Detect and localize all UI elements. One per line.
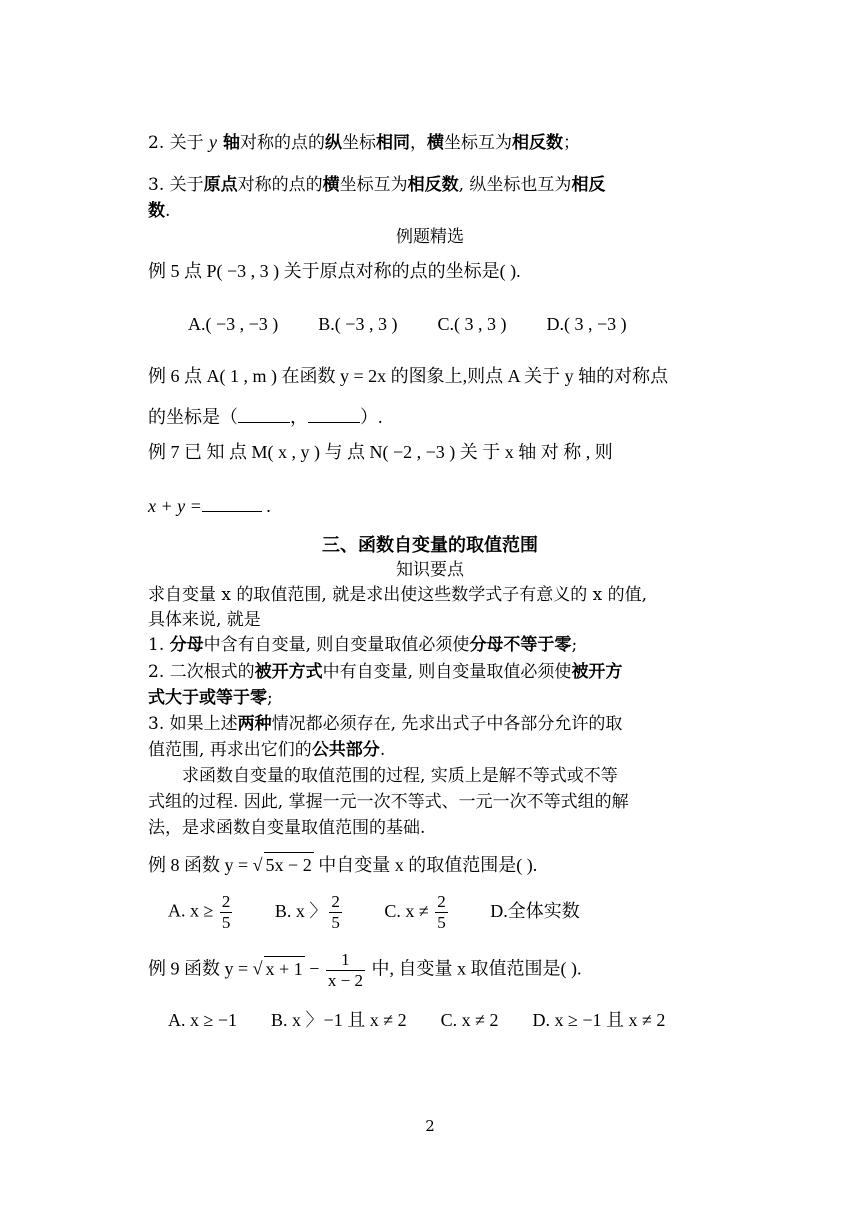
text: 中, 自变量 x 取值范围是( ). bbox=[366, 958, 582, 979]
numerator: 1 bbox=[326, 950, 365, 971]
text: 坐标互为 bbox=[339, 175, 408, 195]
example-7-answer-line bbox=[148, 494, 718, 518]
knowledge-point-1 bbox=[148, 633, 718, 657]
option-d: D.( 3 , −3 ) bbox=[546, 314, 627, 334]
option-b: B. x 〉−1 且 x ≠ 2 bbox=[271, 1010, 407, 1030]
denominator: 5 bbox=[437, 913, 446, 932]
text: 1. bbox=[148, 635, 170, 655]
text: 2. 二次根式的 bbox=[148, 662, 255, 682]
bold-term: 横 bbox=[426, 133, 444, 153]
text: 坐标 bbox=[341, 133, 376, 153]
intro-line-2: 具体来说, 就是 bbox=[148, 610, 261, 630]
answer-blank[interactable] bbox=[202, 495, 262, 512]
text: 情况都必须存在, 先求出式子中各部分允许的取 bbox=[271, 714, 623, 734]
knowledge-heading: 知识要点 bbox=[396, 560, 464, 580]
bold-term: 原点 bbox=[203, 175, 238, 195]
bold-term: 两种 bbox=[237, 714, 272, 734]
option-d: D.全体实数 bbox=[490, 900, 580, 921]
bold-term: 横 bbox=[322, 175, 340, 195]
denominator: 5 bbox=[221, 913, 231, 932]
text: 中含有自变量, 则自变量取值必须使 bbox=[203, 635, 470, 655]
denominator: x − 2 bbox=[327, 971, 363, 990]
fraction bbox=[220, 892, 233, 933]
text: ； bbox=[562, 133, 580, 153]
text: 对称的点的 bbox=[237, 175, 323, 195]
option-d: D. x ≥ −1 且 x ≠ 2 bbox=[532, 1010, 666, 1030]
text: ， bbox=[409, 133, 427, 153]
fraction bbox=[326, 950, 365, 991]
text: ; bbox=[267, 688, 273, 708]
paragraph-line-3: 法，是求函数自变量取值范围的基础. bbox=[148, 818, 426, 838]
section-3-title: 三、函数自变量的取值范围 bbox=[322, 535, 538, 556]
section-heading-examples: 例题精选 bbox=[396, 227, 464, 247]
answer-blank[interactable] bbox=[308, 406, 360, 423]
numerator: 2 bbox=[437, 892, 446, 911]
bold-term: 被开方式 bbox=[254, 662, 323, 682]
example-5-question: 例 5 点 P( −3 , 3 ) 关于原点对称的点的坐标是( ). bbox=[148, 261, 521, 281]
paragraph-line-2: 式组的过程. 因此, 掌握一元一次不等式、一元一次不等式组的解 bbox=[148, 792, 629, 812]
text: 坐标互为 bbox=[443, 133, 512, 153]
option-c: C.( 3 , 3 ) bbox=[437, 314, 507, 334]
bold-term: 被开方 bbox=[571, 662, 623, 682]
paragraph-line-1: 求函数自变量的取值范围的过程, 实质上是解不等式或不等 bbox=[182, 766, 618, 786]
text: . bbox=[379, 740, 386, 760]
bold-term: 相反数 bbox=[511, 133, 563, 153]
text: − bbox=[304, 958, 324, 979]
rule-origin-symmetry bbox=[148, 173, 718, 197]
text: 值范围, 再求出它们的 bbox=[148, 740, 312, 760]
bold-term: 相反 bbox=[571, 175, 606, 195]
example-9-question: 例 9 函数 y = √ x + 1 − $\frac{1}{x - 2}$ 中, 自变量 x 取值范围是( ). bbox=[148, 950, 582, 990]
rule-origin-symmetry-cont bbox=[148, 199, 718, 223]
option-c: C. x ≠ 2 bbox=[440, 1010, 499, 1030]
radicand: 5x − 2 bbox=[264, 852, 314, 877]
text: . bbox=[165, 201, 171, 221]
example-8-question: 例 8 函数 y = √ 5x − 2 中自变量 x 的取值范围是( ). bbox=[148, 852, 718, 877]
text: 例 9 函数 y = bbox=[148, 958, 253, 979]
fraction bbox=[329, 892, 342, 933]
text: ）. bbox=[360, 407, 383, 427]
text: 例 8 函数 y = bbox=[148, 855, 253, 875]
option-a: A. x ≥ bbox=[168, 900, 218, 921]
knowledge-point-2-cont bbox=[148, 686, 718, 710]
text: ， bbox=[290, 407, 308, 427]
bold-term: 相反数 bbox=[407, 175, 459, 195]
text: 中有自变量, 则自变量取值必须使 bbox=[322, 662, 572, 682]
text: 对称的点的 bbox=[239, 133, 325, 153]
numerator: 2 bbox=[331, 892, 340, 911]
option-a: A.( −3 , −3 ) bbox=[188, 314, 279, 334]
example-8-options bbox=[168, 892, 738, 940]
rule-number: 2. 关于 bbox=[148, 133, 210, 153]
knowledge-point-2 bbox=[148, 660, 718, 684]
equation: x + y = bbox=[148, 496, 202, 516]
radicand: x + 1 bbox=[264, 956, 305, 981]
fraction bbox=[435, 892, 448, 933]
option-b: B.( −3 , 3 ) bbox=[318, 314, 398, 334]
example-6-question: 例 6 点 A( 1 , m ) 在函数 y = 2x 的图象上,则点 A 关于 y 轴的对称点 bbox=[148, 366, 669, 386]
example-9-options bbox=[168, 1008, 738, 1032]
bold-term: 分母 bbox=[169, 635, 204, 655]
bold-term: 相同 bbox=[375, 133, 410, 153]
axis-word: 轴 bbox=[217, 133, 240, 153]
example-7-question: 例 7 已 知 点 M( x , y ) 与 点 N( −2 , −3 ) 关 于 x 轴 对 称 , 则 bbox=[148, 442, 613, 462]
knowledge-point-3 bbox=[148, 712, 718, 736]
bold-term: 公共部分 bbox=[311, 740, 380, 760]
text: ; bbox=[571, 635, 578, 655]
rule-number: 3. 关于 bbox=[148, 175, 204, 195]
text: . bbox=[261, 496, 271, 516]
numerator: 2 bbox=[221, 892, 231, 911]
bold-term: 数 bbox=[148, 201, 165, 221]
text: , 纵坐标也互为 bbox=[458, 175, 572, 195]
intro-line-1: 求自变量 x 的取值范围, 就是求出使这些数学式子有意义的 x 的值, bbox=[148, 585, 648, 605]
bold-term: 纵 bbox=[324, 133, 342, 153]
option-a: A. x ≥ −1 bbox=[168, 1010, 238, 1030]
text: 3. 如果上述 bbox=[148, 714, 238, 734]
option-c: C. x ≠ bbox=[384, 900, 434, 921]
text: 中自变量 x 的取值范围是( ). bbox=[313, 855, 538, 875]
var-y: y bbox=[209, 132, 218, 152]
denominator: 5 bbox=[331, 913, 340, 932]
rule-y-axis-symmetry bbox=[148, 130, 718, 155]
answer-blank[interactable] bbox=[238, 406, 290, 423]
text: 的坐标是（ bbox=[148, 407, 238, 427]
page-number: 2 bbox=[425, 1117, 435, 1135]
example-5-options bbox=[188, 312, 758, 336]
bold-term: 式大于或等于零 bbox=[148, 688, 267, 708]
example-6-answer-line bbox=[148, 405, 718, 429]
option-b: B. x 〉 bbox=[274, 900, 328, 921]
bold-term: 分母不等于零 bbox=[469, 635, 572, 655]
knowledge-point-3-cont bbox=[148, 738, 718, 762]
